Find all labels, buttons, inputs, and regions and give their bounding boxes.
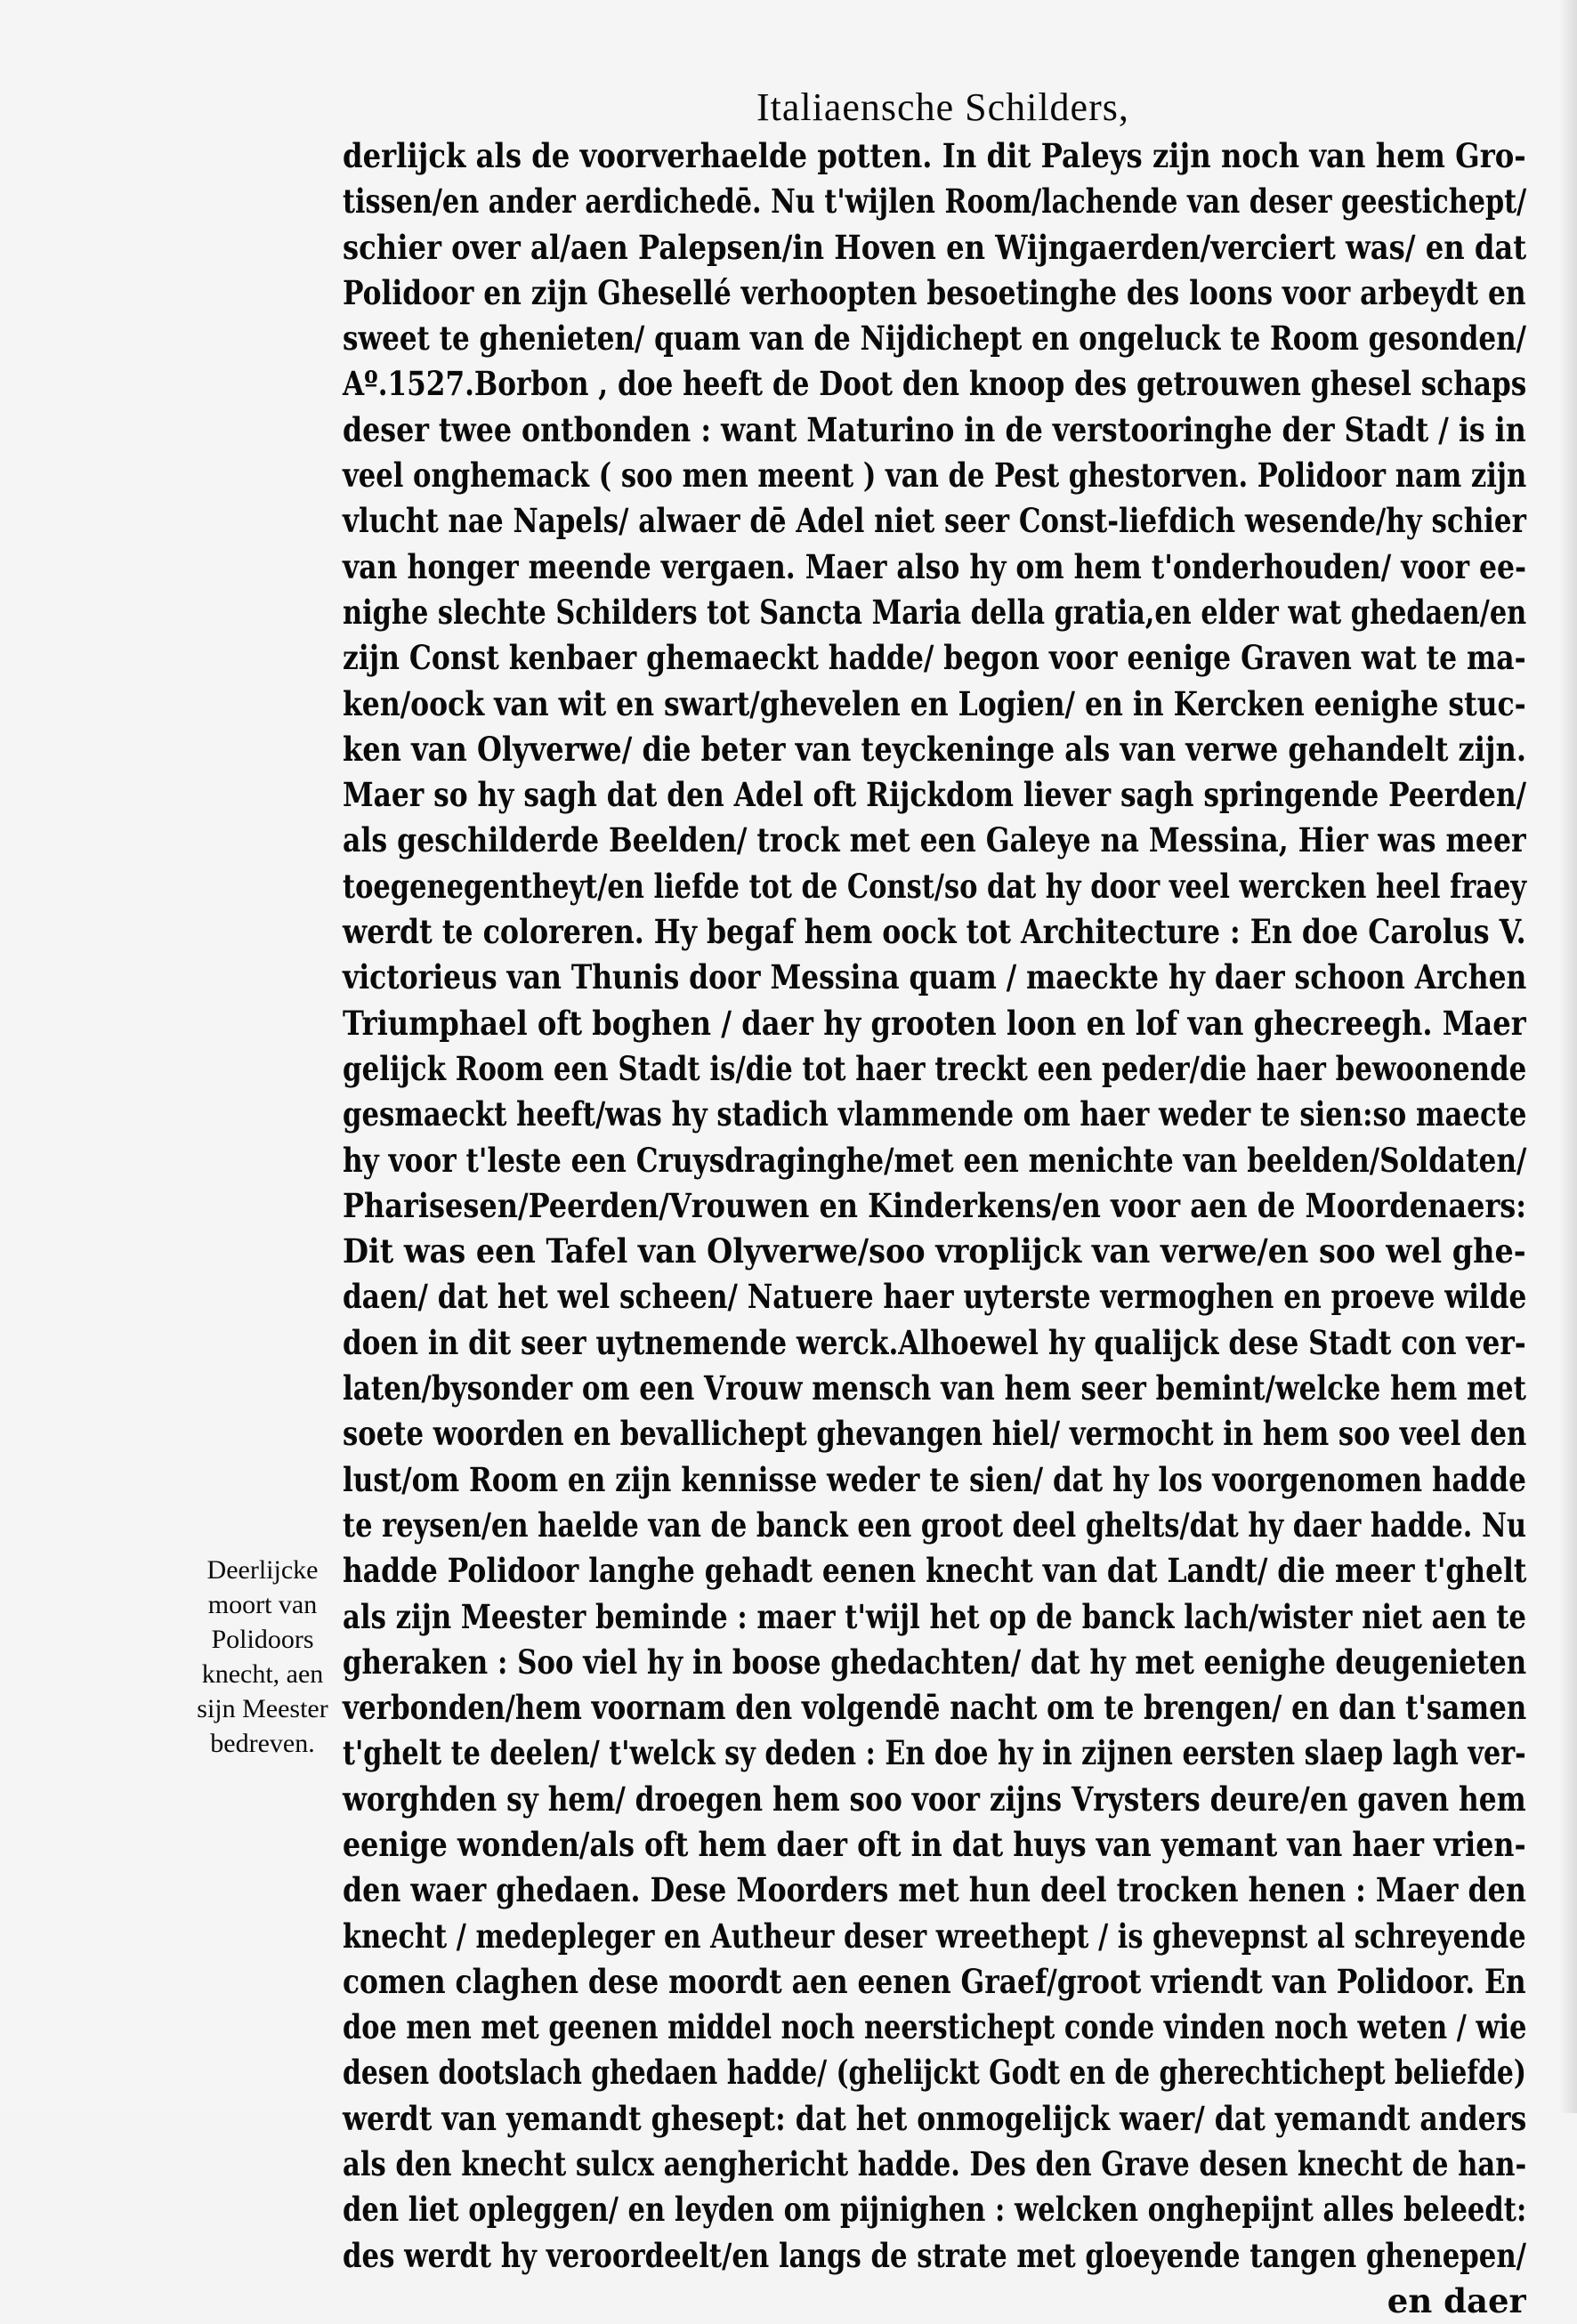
text-line: worghden sy hem/ droegen hem soo voor zijns Vrysters deure/en gaven hem [343, 1779, 1526, 1819]
text-line: desen dootslach ghedaen hadde/ (ghelijckt Godt en de gherechtichept beliefde) [343, 2053, 1526, 2093]
text-line: gelijck Room een Stadt is/die tot haer treckt een peder/die haer bewoonende [343, 1048, 1527, 1088]
text-line: hadde Polidoor langhe gehadt eenen knecht van dat Landt/ die meer t'ghelt [343, 1551, 1527, 1591]
text-line: hy voor t'leste een Cruysdraginghe/met een menichte van beelden/Soldaten/ [343, 1140, 1527, 1180]
margin-note-line: sijn Meester [197, 1694, 328, 1723]
text-line: gheraken : Soo viel hy in boose ghedachten/ dat hy met eenighe deugenieten [343, 1642, 1527, 1682]
margin-note-line: knecht, aen [201, 1659, 324, 1689]
text-line: comen claghen dese moordt aen eenen Graef/groot vriendt van Polidoor. En [343, 1961, 1526, 2001]
text-line: als zijn Meester beminde : maer t'wijl het op de banck lach/wister niet aen te [343, 1596, 1526, 1636]
body-text [343, 133, 1526, 2324]
text-line: Pharisesen/Peerden/Vrouwen en Kinderkens/en voor aen de Moordenaers: [343, 1185, 1527, 1225]
text-line: werdt van yemandt ghesept: dat het onmogelijck waer/ dat yemandt anders [343, 2098, 1527, 2138]
margin-note-line: Deerlijcke [206, 1555, 319, 1585]
text-line: den liet opleggen/ en leyden om pijnighen : welcken onghepijnt alles beleedt: [343, 2190, 1527, 2230]
margin-note-line: bedreven. [210, 1729, 315, 1758]
text-line: werdt te coloreren. Hy begaf hem oock tot Architecture : En doe Carolus V. [343, 912, 1526, 952]
text-line: van honger meende vergaen. Maer also hy om hem t'onderhouden/ voor ee- [343, 546, 1527, 586]
text-line: eenige wonden/als oft hem daer oft in dat huys van yemant van haer vrien- [343, 1824, 1526, 1864]
text-line: knecht / medepleger en Autheur deser wreethept / is ghevepnst al schreyende [343, 1916, 1526, 1956]
text-line: Polidoor en zijn Ghesellé verhoopten besoetinghe des loons voor arbeydt en [343, 272, 1526, 312]
margin-note [182, 1553, 343, 1761]
text-line: Aº.1527.Borbon , doe heeft de Doot den knoop des getrouwen ghesel schaps [343, 364, 1527, 404]
running-head: Italiaensche Schilders, [756, 85, 1129, 129]
text-line: veel onghemack ( soo men meent ) van de Pest ghestorven. Polidoor nam zijn [343, 456, 1527, 496]
text-line: toegenegentheyt/en liefde tot de Const/so dat hy door veel wercken heel fraey [343, 866, 1527, 906]
text-line: als geschilderde Beelden/ trock met een Galeye na Messina, Hier was meer [343, 820, 1526, 860]
text-line: lust/om Room en zijn kennisse weder te sien/ dat hy los voorgenomen hadde [343, 1459, 1526, 1499]
text-line: sweet te ghenieten/ quam van de Nijdichept en ongeluck te Room gesonden/ [343, 319, 1526, 359]
text-line: laten/bysonder om een Vrouw mensch van hem seer bemint/welcke hem met [343, 1368, 1526, 1408]
text-line: den waer ghedaen. Dese Moorders met hun deel trocken henen : Maer den [343, 1870, 1526, 1910]
text-line: Maer so hy sagh dat den Adel oft Rijckdom liever sagh springende Peerden/ [343, 775, 1527, 815]
catchword: en daer [1387, 2280, 1526, 2320]
text-line: Triumphael oft boghen / daer hy grooten loon en lof van ghecreegh. Maer [343, 1003, 1526, 1043]
text-line: ken/oock van wit en swart/ghevelen en Logien/ en in Kercken eenighe stuc- [343, 683, 1526, 723]
text-line: zijn Const kenbaer ghemaeckt hadde/ begon voor eenige Graven wat te ma- [343, 638, 1526, 678]
margin-note-line: Polidoors [211, 1625, 314, 1654]
text-line: doe men met geenen middel noch neerstichept conde vinden noch weten / wie [343, 2007, 1527, 2047]
text-line: victorieus van Thunis door Messina quam / maeckte hy daer schoon Archen [343, 957, 1527, 997]
text-line: gesmaeckt heeft/was hy stadich vlammende om haer weder te sien:so maecte [343, 1094, 1527, 1134]
text-line: doen in dit seer uytnemende werck.Alhoewel hy qualijck dese Stadt con ver- [343, 1322, 1526, 1362]
text-line: te reysen/en haelde van de banck een groot deel ghelts/dat hy daer hadde. Nu [343, 1505, 1527, 1545]
page-edge-shadow [1559, 0, 1577, 2113]
text-line: soete woorden en bevallichept ghevangen hiel/ vermocht in hem soo veel den [343, 1414, 1527, 1454]
text-line: tissen/en ander aerdichedē. Nu t'wijlen Room/lachende van deser geestichept/ [343, 182, 1527, 222]
margin-note-line: moort van [207, 1590, 318, 1619]
text-line: ken van Olyverwe/ die beter van teyckeninge als van verwe gehandelt zijn. [343, 729, 1526, 769]
text-line: verbonden/hem voornam den volgendē nacht om te brengen/ en dan t'samen [343, 1688, 1527, 1728]
text-line: t'ghelt te deelen/ t'welck sy deden : En doe hy in zijnen eersten slaep lagh ver- [343, 1733, 1526, 1773]
text-line: als den knecht sulcx aenghericht hadde. Des den Grave desen knecht de han- [343, 2144, 1527, 2184]
text-line: derlijck als de voorverhaelde potten. In dit Paleys zijn noch van hem Gro- [343, 136, 1526, 175]
text-line: Dit was een Tafel van Olyverwe/soo vroplijck van verwe/en soo wel ghe- [343, 1231, 1526, 1271]
text-line: des werdt hy veroordeelt/en langs de strate met gloeyende tangen ghenepen/ [343, 2235, 1526, 2275]
text-line: deser twee ontbonden : want Maturino in de verstooringhe der Stadt / is in [343, 409, 1526, 449]
text-line: daen/ dat het wel scheen/ Natuere haer uyterste vermoghen en proeve wilde [343, 1277, 1527, 1317]
text-line: nighe slechte Schilders tot Sancta Maria della gratia,en elder wat ghedaen/en [343, 592, 1527, 632]
text-line: schier over al/aen Palepsen/in Hoven en Wijngaerden/verciert was/ en dat [343, 227, 1527, 267]
text-line: vlucht nae Napels/ alwaer dē Adel niet seer Const-liefdich wesende/hy schier [343, 501, 1526, 541]
